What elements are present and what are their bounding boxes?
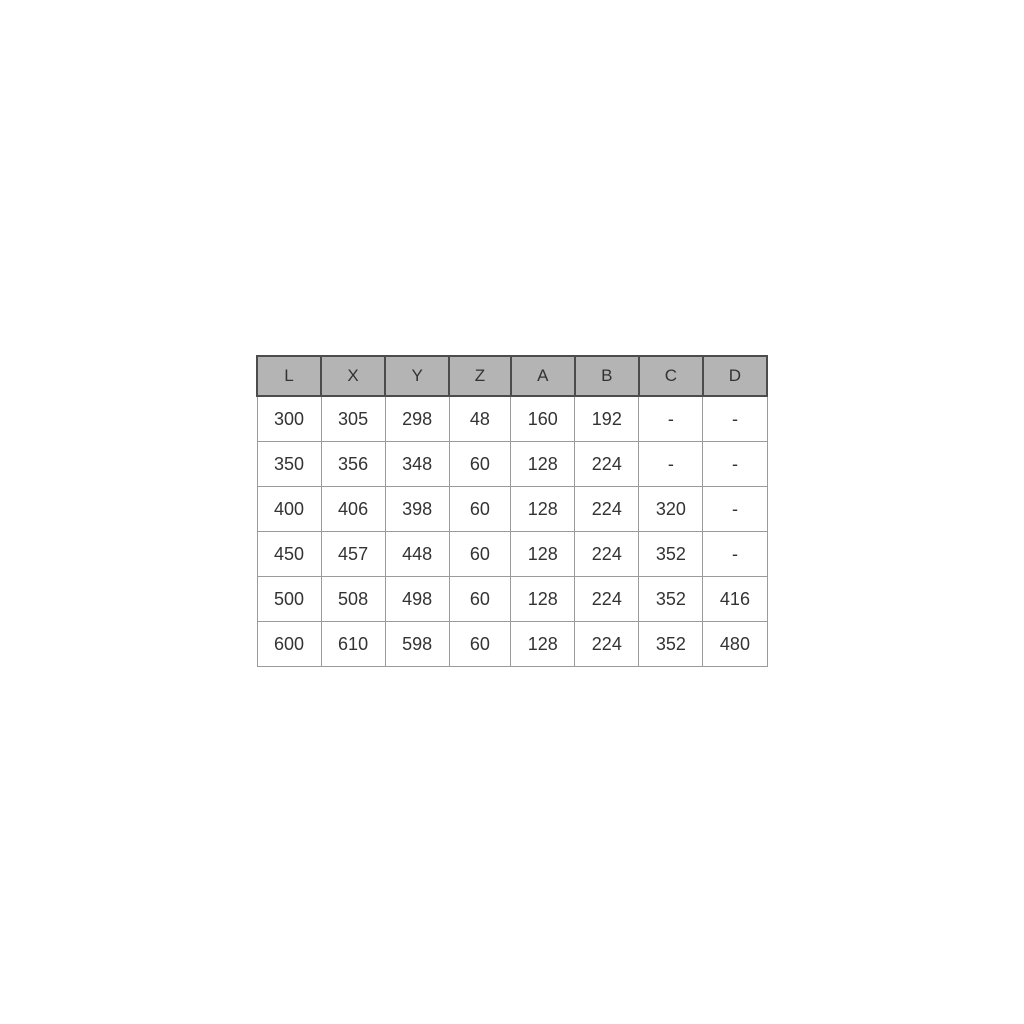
table-cell: 348 xyxy=(385,442,449,487)
table-cell: 350 xyxy=(257,442,321,487)
column-header-z: Z xyxy=(449,356,511,396)
table-cell: 500 xyxy=(257,577,321,622)
table-row xyxy=(257,577,767,622)
table-body xyxy=(257,396,767,667)
table-cell: 300 xyxy=(257,396,321,442)
table-cell: 352 xyxy=(639,532,703,577)
table-cell: 298 xyxy=(385,396,449,442)
table-cell: 320 xyxy=(639,487,703,532)
column-header-x: X xyxy=(321,356,385,396)
table-cell: 128 xyxy=(511,622,575,667)
table-cell: 406 xyxy=(321,487,385,532)
column-header-l: L xyxy=(257,356,321,396)
table-cell: 224 xyxy=(575,577,639,622)
table-cell: 224 xyxy=(575,622,639,667)
table-cell: 128 xyxy=(511,532,575,577)
table-cell: 60 xyxy=(449,442,511,487)
table-cell: - xyxy=(703,532,767,577)
table-row xyxy=(257,532,767,577)
table-cell: 224 xyxy=(575,442,639,487)
table-cell: 192 xyxy=(575,396,639,442)
table-row xyxy=(257,442,767,487)
table-cell: - xyxy=(703,396,767,442)
table-cell: 352 xyxy=(639,622,703,667)
table-cell: 128 xyxy=(511,487,575,532)
table-cell: 416 xyxy=(703,577,767,622)
table-cell: 398 xyxy=(385,487,449,532)
table-cell: 128 xyxy=(511,442,575,487)
column-header-a: A xyxy=(511,356,575,396)
table-cell: 508 xyxy=(321,577,385,622)
dimensions-table-container xyxy=(256,355,768,667)
column-header-c: C xyxy=(639,356,703,396)
table-cell: 457 xyxy=(321,532,385,577)
table-cell: 128 xyxy=(511,577,575,622)
table-cell: 224 xyxy=(575,487,639,532)
table-cell: 305 xyxy=(321,396,385,442)
table-cell: 450 xyxy=(257,532,321,577)
table-cell: 400 xyxy=(257,487,321,532)
table-cell: 160 xyxy=(511,396,575,442)
table-row xyxy=(257,487,767,532)
table-cell: 48 xyxy=(449,396,511,442)
column-header-y: Y xyxy=(385,356,449,396)
table-cell: - xyxy=(703,487,767,532)
table-cell: 60 xyxy=(449,577,511,622)
table-cell: 600 xyxy=(257,622,321,667)
table-cell: 60 xyxy=(449,622,511,667)
table-cell: 356 xyxy=(321,442,385,487)
table-head xyxy=(257,356,767,396)
table-row xyxy=(257,396,767,442)
column-header-b: B xyxy=(575,356,639,396)
table-cell: 224 xyxy=(575,532,639,577)
table-cell: 352 xyxy=(639,577,703,622)
table-cell: 448 xyxy=(385,532,449,577)
table-header-row xyxy=(257,356,767,396)
table-cell: 60 xyxy=(449,532,511,577)
column-header-d: D xyxy=(703,356,767,396)
table-cell: - xyxy=(639,396,703,442)
table-row xyxy=(257,622,767,667)
table-cell: - xyxy=(639,442,703,487)
table-cell: - xyxy=(703,442,767,487)
dimensions-table xyxy=(256,355,768,667)
table-cell: 610 xyxy=(321,622,385,667)
table-cell: 498 xyxy=(385,577,449,622)
table-cell: 480 xyxy=(703,622,767,667)
table-cell: 598 xyxy=(385,622,449,667)
table-cell: 60 xyxy=(449,487,511,532)
